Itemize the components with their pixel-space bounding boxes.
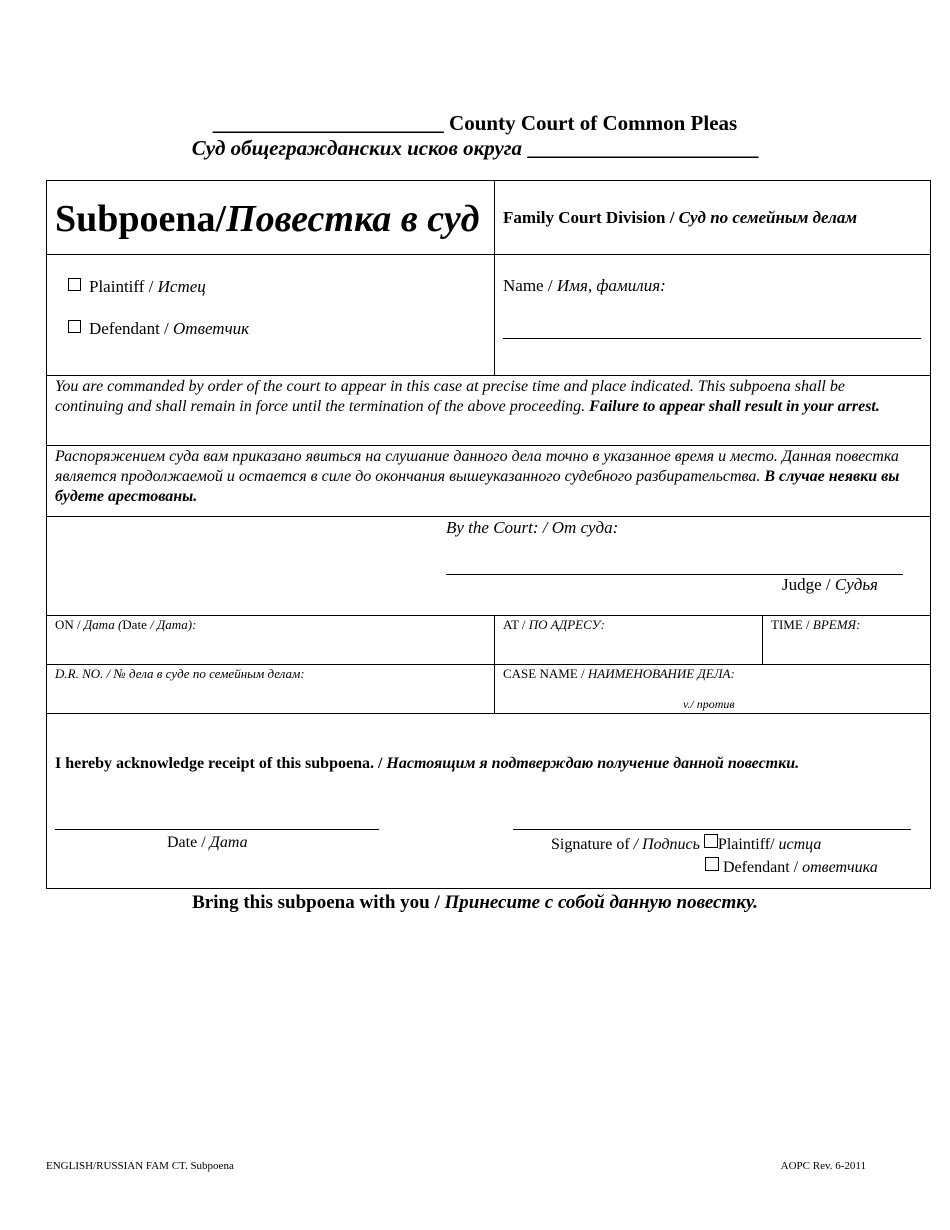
sig-plaintiff-ru: истца xyxy=(778,836,822,853)
acknowledge-cell xyxy=(47,713,931,890)
at-label-ru: ПО АДРЕСУ: xyxy=(528,617,605,632)
name-label-en: Name / xyxy=(503,276,557,295)
judge-label xyxy=(782,575,878,595)
command-ru-warning: В случае неявки вы будете арестованы. xyxy=(55,468,900,505)
ack-date-en: Date / xyxy=(167,834,210,851)
signature-label xyxy=(551,834,821,854)
plaintiff-checkbox[interactable] xyxy=(68,278,81,291)
acknowledge-ru: Настоящим я подтверждаю получение данной повестки. xyxy=(386,755,800,772)
on-date-label xyxy=(55,617,196,633)
division-label xyxy=(503,208,857,228)
on-label-ru: Дата ( xyxy=(83,617,123,632)
by-court-label: By the Court: / От суда: xyxy=(446,518,619,537)
county-court-title: County Court of Common Pleas xyxy=(449,111,738,135)
signature-ru: / Подпись xyxy=(633,836,700,853)
versus-label: v./ против xyxy=(683,697,735,711)
party-cell xyxy=(47,254,494,375)
at-label-en: AT / xyxy=(503,617,529,632)
defendant-label-en: Defendant / xyxy=(89,319,174,338)
bring-subpoena-notice xyxy=(0,892,950,914)
on-date-cell[interactable] xyxy=(47,615,494,664)
on-label-en: ON / xyxy=(55,617,84,632)
bring-en: Bring this subpoena with you / xyxy=(192,892,445,913)
ack-date-ru: Дата xyxy=(209,834,248,851)
form-title-en: Subpoena/ xyxy=(55,198,227,240)
plaintiff-label-en: Plaintiff / xyxy=(89,277,158,296)
command-ru-body: Распоряжением суда вам приказано явиться на слушание данного дела точно в указанное время и место. Данная повестка является продолжаемой и остается в силе до окончания вышеуказанного судебного разбирательства. xyxy=(55,448,899,485)
command-ru-text xyxy=(55,447,917,507)
court-cell xyxy=(47,516,931,615)
name-label-ru: Имя, фамилия: xyxy=(556,276,666,295)
name-label xyxy=(503,276,666,296)
time-label xyxy=(771,617,860,633)
name-cell xyxy=(494,254,931,375)
address-label xyxy=(503,617,605,633)
division-en: Family Court Division / xyxy=(503,208,679,227)
division-cell xyxy=(494,181,931,254)
sig-plaintiff-checkbox[interactable] xyxy=(704,834,718,848)
command-en-text xyxy=(55,377,917,417)
sig-defendant-en: Defendant / xyxy=(723,859,803,876)
name-input-line[interactable] xyxy=(503,338,921,339)
time-label-ru: ВРЕМЯ: xyxy=(812,617,861,632)
defendant-label-ru: Ответчик xyxy=(173,319,250,338)
case-name-en: CASE NAME / xyxy=(503,666,588,681)
ack-date-label xyxy=(167,834,248,852)
defendant-checkbox[interactable] xyxy=(68,320,81,333)
title-cell xyxy=(47,181,494,254)
plaintiff-option[interactable] xyxy=(68,277,206,297)
division-ru: Суд по семейным делам xyxy=(678,208,858,227)
time-label-en: TIME / xyxy=(771,617,813,632)
plaintiff-label-ru: Истец xyxy=(157,277,206,296)
subpoena-form xyxy=(46,180,931,889)
case-name-label xyxy=(503,666,735,682)
judge-label-ru: Судья xyxy=(834,575,878,594)
county-court-title-ru: Суд общегражданских исков округа xyxy=(191,136,523,160)
sig-defendant-ru: ответчика xyxy=(802,859,878,876)
signature-en: Signature of xyxy=(551,836,634,853)
defendant-option[interactable] xyxy=(68,319,249,339)
on-date-en: Date xyxy=(122,617,147,632)
case-name-ru: НАИМЕНОВАНИЕ ДЕЛА: xyxy=(587,666,735,681)
county-blank-ru[interactable]: ______________________ xyxy=(527,136,759,160)
time-cell[interactable] xyxy=(762,615,931,664)
command-en-warning: Failure to appear shall result in your arrest. xyxy=(589,398,880,415)
sig-defendant-option[interactable] xyxy=(705,857,878,877)
county-blank[interactable]: ______________________ xyxy=(212,111,444,135)
bring-ru: Принесите с собой данную повестку. xyxy=(444,892,758,913)
form-title xyxy=(55,197,479,241)
footer-revision: AOPC Rev. 6-2011 xyxy=(780,1160,866,1172)
footer-form-name: ENGLISH/RUSSIAN FAM CT. Subpoena xyxy=(46,1160,234,1172)
acknowledge-en: I hereby acknowledge receipt of this subpoena. / xyxy=(55,755,387,772)
court-header-english xyxy=(0,111,950,136)
command-en-body: You are commanded by order of the court to appear in this case at precise time and place indicated. This subpoena shall be continuing and shall remain in force until the termination of the above proceeding. xyxy=(55,378,845,415)
acknowledge-text xyxy=(55,755,799,773)
party-signature-line[interactable] xyxy=(513,829,911,830)
case-name-cell[interactable] xyxy=(494,664,931,713)
court-header-russian xyxy=(0,136,950,161)
address-cell[interactable] xyxy=(494,615,762,664)
dr-number-cell[interactable] xyxy=(47,664,494,713)
dr-number-label: D.R. NO. / № дела в суде по семейным делам: xyxy=(55,666,305,681)
date-signature-line[interactable] xyxy=(55,829,379,830)
sig-defendant-checkbox[interactable] xyxy=(705,857,719,871)
form-title-ru: Повестка в суд xyxy=(226,198,480,240)
command-en-cell xyxy=(47,375,931,445)
sig-plaintiff-en: Plaintiff/ xyxy=(717,836,779,853)
command-ru-cell xyxy=(47,445,931,516)
judge-label-en: Judge / xyxy=(782,575,835,594)
on-date-ru: / Дата): xyxy=(146,617,197,632)
